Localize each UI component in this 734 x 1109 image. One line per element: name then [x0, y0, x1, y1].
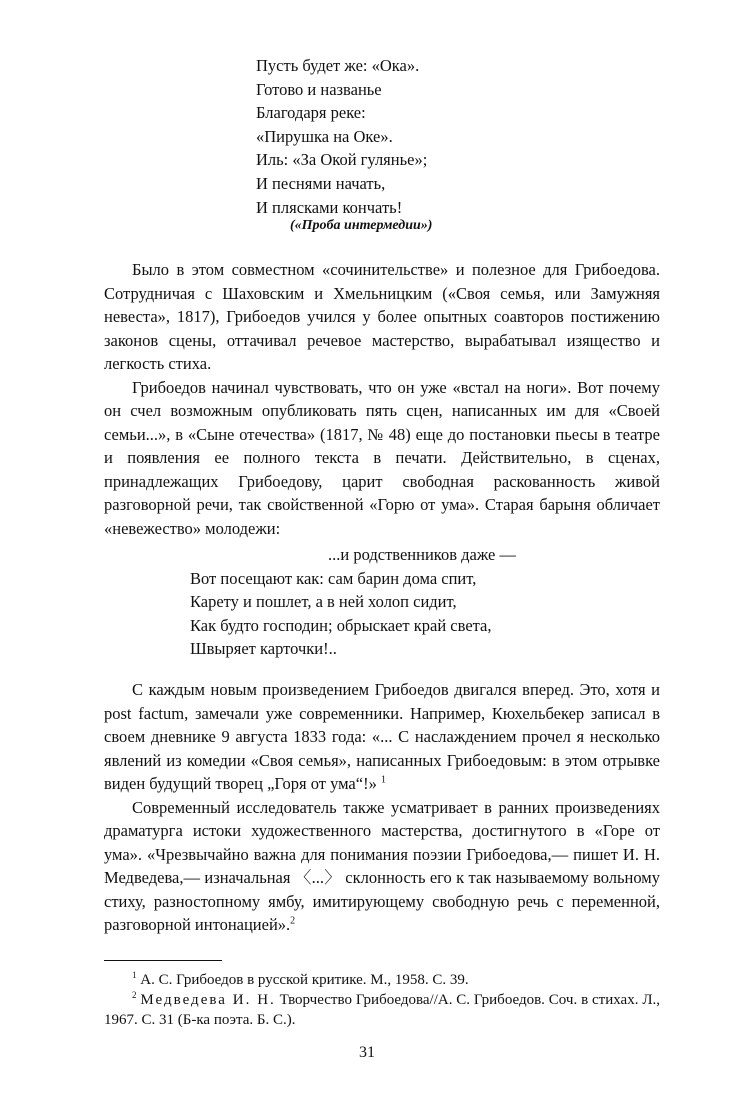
- prose-block-1: [104, 258, 660, 540]
- paragraph: Грибоедов начинал чувствовать, что он уже «встал на ноги». Вот почему он счел возможным опубликовать пять сцен, написанных им для «Своей семьи...», в «Сыне отечества» (1817, № 48) еще до постановки пьесы в театре и появления ее полного текста в печати. Действительно, в сценах, принадлежащих Грибоедову, царит свободная раскованность живой разговорной речи, так свойственной «Горю от ума». Старая барыня обличает «невежество» молодежи:: [104, 377, 660, 538]
- footnote: [104, 970, 660, 990]
- footnote-number: 1: [132, 970, 137, 980]
- paragraph: Было в этом совместном «сочинительстве» и полезное для Грибоедова. Сотрудничая с Шаховским и Хмельницким («Своя семья, или Замужняя невеста», 1817), Грибоедов учился у более опытных соавторов постижению законов сцены, оттачивал речевое мастерство, вырабатывал изящество и легкость стиха.: [104, 260, 660, 373]
- verse-quote-1: [256, 54, 427, 219]
- verse-source: («Проба интермедии»): [290, 218, 433, 233]
- paragraph: [104, 678, 660, 796]
- paragraph: [104, 796, 660, 937]
- verse-line: Карету и пошлет, а в ней холоп сидит,: [190, 592, 457, 612]
- footnote-ref[interactable]: 1: [380, 774, 386, 786]
- footnote-number: 2: [132, 990, 137, 1000]
- verse-line: Пусть будет же: «Ока».: [256, 56, 420, 75]
- paragraph-text: Современный исследователь также усматривает в ранних произведениях драматурга истоки художественного мастерства, достигнутого в «Горе от ума». «Чрезвычайно важна для понимания поэзии Грибоедова,— пишет И. Н. Медведева,— изначальная 〈...〉 склонность его к так называемому вольному стиху, разностопному ямбу, имитирующему свободную речь с переменной, разговорной интонацией».: [104, 797, 660, 934]
- footnotes: [104, 970, 660, 1030]
- verse-line: Как будто господин; обрыскает край света,: [190, 615, 492, 635]
- footnote-text: Творчество Грибоедова//А. С. Грибоедов. Соч. в стихах. Л., 1967. С. 31 (Б-ка поэта. Б. С.).: [104, 992, 661, 1028]
- verse-line: Швыряет карточки!..: [190, 639, 337, 659]
- footnote-ref[interactable]: 2: [290, 915, 296, 927]
- verse-line: И плясками кончать!: [256, 197, 403, 217]
- verse-line: ...и родственников даже —: [328, 545, 516, 564]
- footnote-text: А. С. Грибоедов в русской критике. М., 1958. С. 39.: [140, 972, 469, 988]
- verse-line: Благодаря реке:: [256, 103, 366, 123]
- footnote-author: Медведева И. Н.: [140, 992, 276, 1008]
- prose-block-2: [104, 678, 660, 937]
- paragraph-text: С каждым новым произведением Грибоедов двигался вперед. Это, хотя и post factum, замечали уже современники. Например, Кюхельбекер записал в своем дневнике 9 августа 1833 года: «... С наслаждением прочел я несколько явлений из комедии «Своя семья», написанных Грибоедовым: в этом отрывке виден будущий творец „Горя от ума“!»: [104, 680, 660, 793]
- verse-line: «Пирушка на Оке».: [256, 126, 393, 146]
- verse-quote-2: [190, 543, 516, 661]
- footnote-divider: [104, 960, 222, 961]
- verse-line: Иль: «За Окой гулянье»;: [256, 150, 428, 170]
- verse-line: Вот посещают как: сам барин дома спит,: [190, 568, 477, 588]
- verse-line: Готово и названье: [256, 79, 382, 99]
- page-number: 31: [359, 1044, 375, 1061]
- verse-line: И песнями начать,: [256, 173, 386, 193]
- footnote: [104, 990, 660, 1030]
